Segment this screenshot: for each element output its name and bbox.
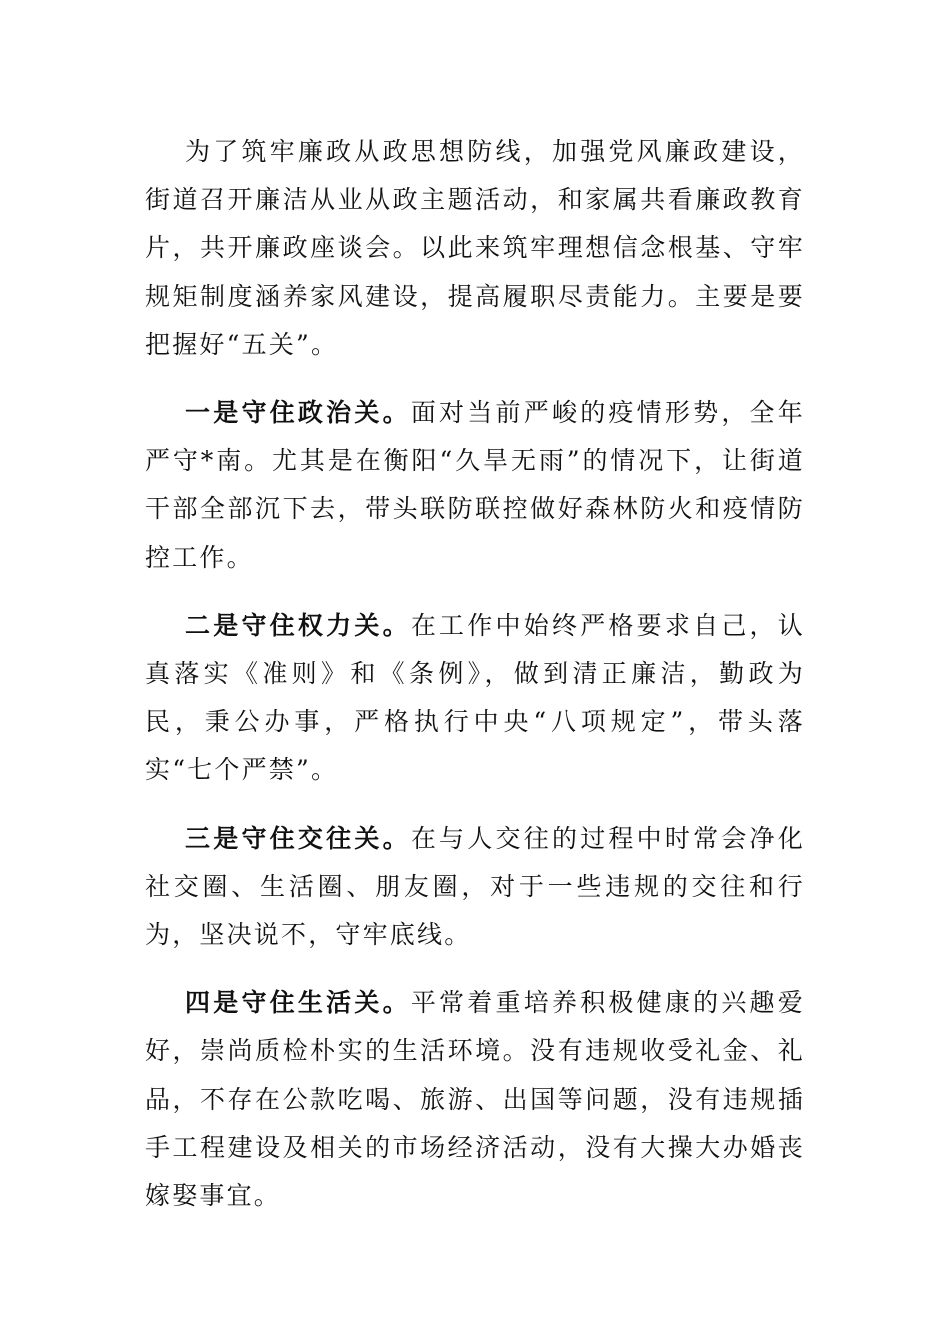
- paragraph-intro: [145, 128, 805, 369]
- paragraph-social: [145, 815, 805, 960]
- paragraph-lead: 三是守住交往关。: [185, 823, 411, 853]
- paragraph-text: 面对当前严峻的疫情形势，全年严守*南。尤其是在衡阳“久旱无雨”的情况下，让街道干部全部沉下去，带头联防联控做好森林防火和疫情防控工作。: [145, 398, 805, 572]
- paragraph-text: 在工作中始终严格要求自己，认真落实《准则》和《条例》，做到清正廉洁，勤政为民，秉公办事，严格执行中央“八项规定”，带头落实“七个严禁”。: [145, 610, 805, 785]
- paragraph-political: [145, 389, 805, 582]
- paragraph-lead: 四是守住生活关。: [185, 988, 411, 1018]
- paragraph-text: 平常着重培养积极健康的兴趣爱好，崇尚质检朴实的生活环境。没有违规收受礼金、礼品，不存在公款吃喝、旅游、出国等问题，没有违规插手工程建设及相关的市场经济活动，没有大操大办婚丧嫁娶事宜。: [145, 988, 805, 1211]
- paragraph-text: 在与人交往的过程中时常会净化社交圈、生活圈、朋友圈，对于一些违规的交往和行为，坚决说不，守牢底线。: [145, 823, 805, 950]
- document-body: [145, 128, 805, 1240]
- paragraph-lead: 一是守住政治关。: [185, 398, 411, 428]
- paragraph-lead: 二是守住权力关。: [185, 610, 411, 640]
- paragraph-power: [145, 602, 805, 795]
- paragraph-life: [145, 979, 805, 1220]
- paragraph-text: 为了筑牢廉政从政思想防线，加强党风廉政建设，街道召开廉洁从业从政主题活动，和家属共看廉政教育片，共开廉政座谈会。以此来筑牢理想信念根基、守牢规矩制度涵养家风建设，提高履职尽责能力。主要是要把握好“五关”。: [145, 137, 805, 359]
